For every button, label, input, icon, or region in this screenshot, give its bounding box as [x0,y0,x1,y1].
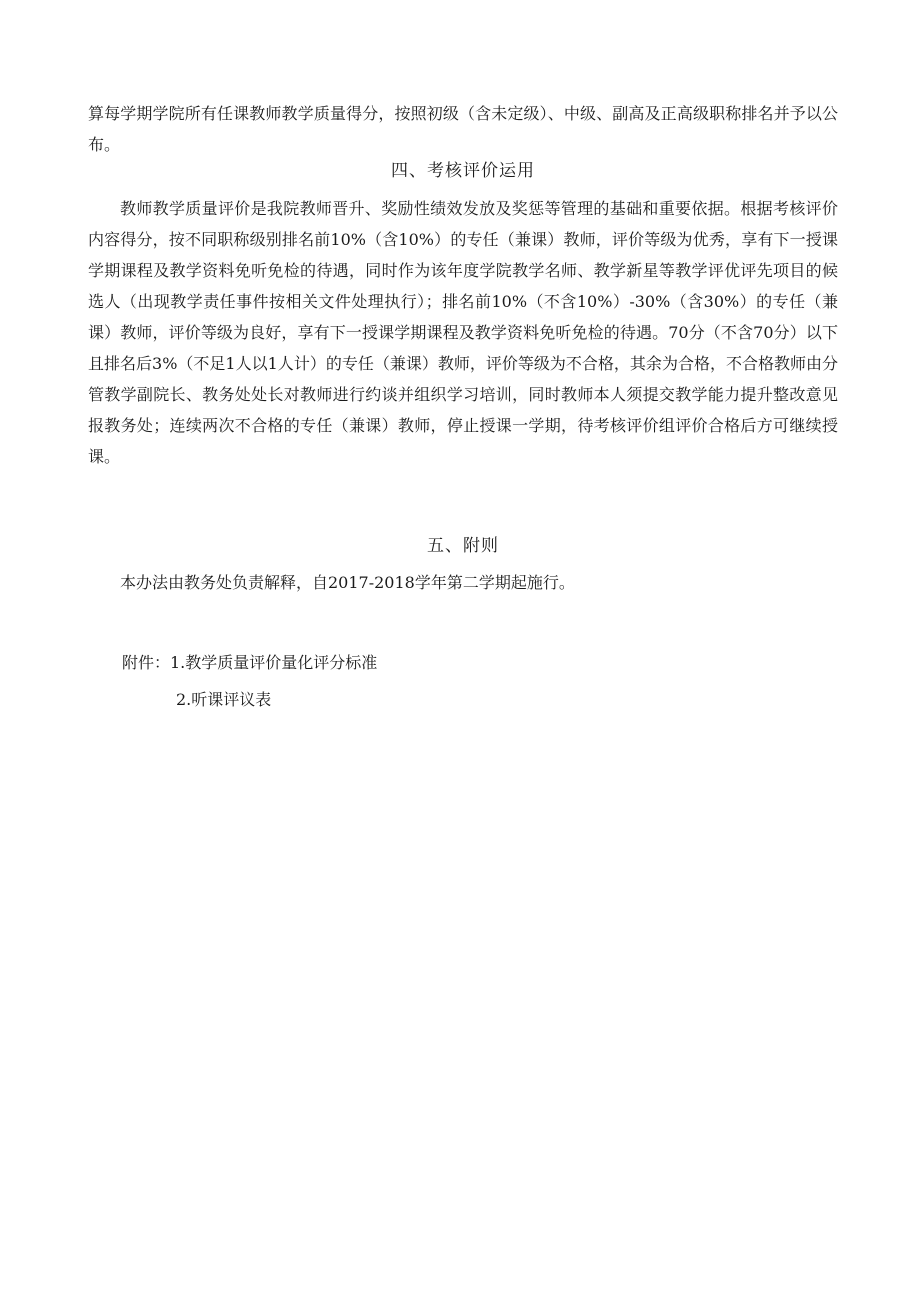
attachment-item-2: 2.听课评议表 [176,690,272,709]
attachment-item-1: 附件：1.教学质量评价量化评分标准 [122,653,378,672]
section-4-heading: 四、考核评价运用 [391,161,535,181]
section-5-paragraph: 本办法由教务处负责解释，自2017-2018学年第二学期起施行。 [120,573,575,592]
intro-paragraph: 算每学期学院所有任课教师教学质量得分，按照初级（含未定级）、中级、副高及正高级职称排名并予以公布。 [88,104,838,154]
section-4-paragraph: 教师教学质量评价是我院教师晋升、奖励性绩效发放及奖惩等管理的基础和重要依据。根据考核评价内容得分，按不同职称级别排名前10%（含10%）的专任（兼课）教师，评价等级为优秀，享有下一授课学期课程及教学资料免听免检的待遇，同时作为该年度学院教学名师、教学新星等教学评优评先项目的候选人（出现教学责任事件按相关文件处理执行）；排名前10%（不含10%）-30%（含30%）的专任（兼课）教师，评价等级为良好，享有下一授课学期课程及教学资料免听免检的待遇。70分（不含70分）以下且排名后3%（不足1人以1人计）的专任（兼课）教师，评价等级为不合格，其余为合格，不合格教师由分管教学副院长、教务处处长对教师进行约谈并组织学习培训，同时教师本人须提交教学能力提升整改意见报教务处；连续两次不合格的专任（兼课）教师，停止授课一学期，待考核评价组评价合格后方可继续授课。 [88,199,838,466]
section-5-heading: 五、附则 [427,536,499,556]
